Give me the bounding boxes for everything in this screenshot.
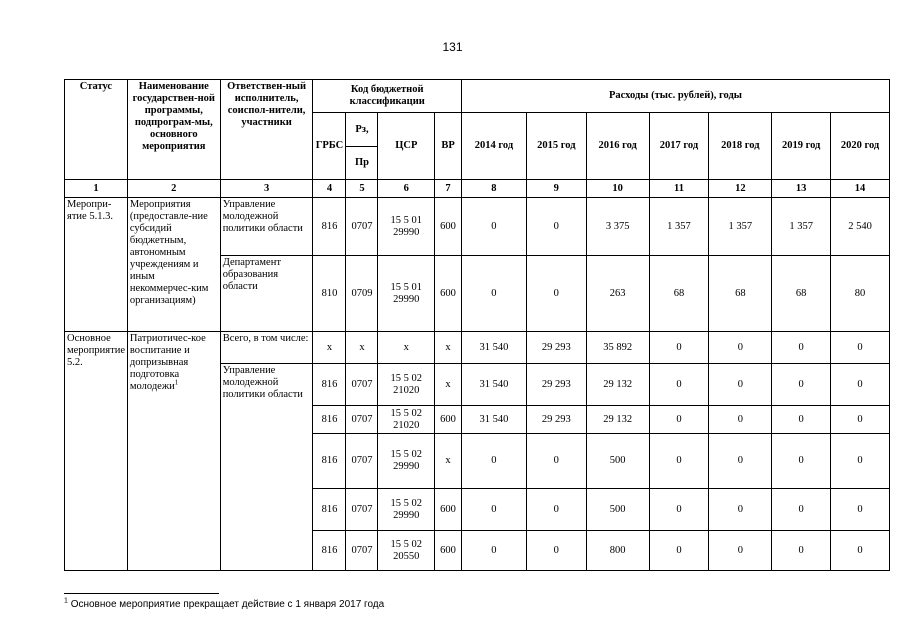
cell-2014: 0 [461, 256, 526, 332]
cell-2016: 500 [586, 434, 649, 489]
cell-rz-pr: 0707 [346, 531, 378, 571]
cell-vr: x [435, 364, 462, 406]
cell-rz-pr: x [346, 332, 378, 364]
column-number: 8 [461, 180, 526, 198]
cell-2019: 0 [772, 406, 831, 434]
cell-2018: 0 [709, 364, 772, 406]
cell-2018: 0 [709, 332, 772, 364]
cell-grbs: x [313, 332, 346, 364]
header-year: 2019 год [772, 113, 831, 180]
cell-2014: 0 [461, 489, 526, 531]
cell-csr: 15 5 02 29990 [378, 489, 435, 531]
cell-2015: 0 [526, 198, 586, 256]
cell-2020: 80 [831, 256, 890, 332]
cell-2019: 0 [772, 332, 831, 364]
cell-grbs: 816 [313, 406, 346, 434]
cell-2018: 0 [709, 531, 772, 571]
header-year: 2015 год [526, 113, 586, 180]
cell-2016: 3 375 [586, 198, 649, 256]
cell-2020: 0 [831, 489, 890, 531]
cell-2019: 1 357 [772, 198, 831, 256]
cell-2014: 31 540 [461, 406, 526, 434]
row-name-text: Патриотичес-кое воспитание и допризывная подготовка молодежи [129, 333, 206, 392]
cell-vr: x [435, 434, 462, 489]
row-executor: Департамент образования области [220, 256, 313, 332]
cell-2015: 29 293 [526, 364, 586, 406]
header-row-1 [65, 80, 890, 113]
cell-2014: 0 [461, 198, 526, 256]
cell-2019: 0 [772, 489, 831, 531]
cell-csr: 15 5 02 20550 [378, 531, 435, 571]
header-grbs: ГРБС [313, 113, 346, 180]
cell-2016: 500 [586, 489, 649, 531]
cell-2016: 29 132 [586, 364, 649, 406]
cell-2020: 0 [831, 364, 890, 406]
row-executor: Всего, в том числе: [220, 332, 313, 364]
cell-2020: 0 [831, 406, 890, 434]
cell-2014: 31 540 [461, 364, 526, 406]
cell-2017: 0 [649, 332, 709, 364]
header-vr: ВР [435, 113, 462, 180]
row-status: Меропри-ятие 5.1.3. [65, 198, 128, 332]
cell-grbs: 816 [313, 434, 346, 489]
header-budget-code: Код бюджетной классификации [313, 80, 461, 113]
cell-2014: 0 [461, 531, 526, 571]
cell-2020: 0 [831, 531, 890, 571]
column-number: 5 [346, 180, 378, 198]
header-year: 2016 год [586, 113, 649, 180]
cell-2018: 0 [709, 434, 772, 489]
cell-2020: 2 540 [831, 198, 890, 256]
cell-rz-pr: 0707 [346, 198, 378, 256]
cell-csr: 15 5 02 29990 [378, 434, 435, 489]
cell-grbs: 816 [313, 364, 346, 406]
cell-csr: 15 5 02 21020 [378, 406, 435, 434]
page-number: 131 [442, 40, 463, 54]
footnote-marker: 1 [174, 378, 179, 387]
cell-rz-pr: 0709 [346, 256, 378, 332]
cell-csr: 15 5 01 29990 [378, 198, 435, 256]
header-year: 2020 год [831, 113, 890, 180]
cell-csr: 15 5 02 21020 [378, 364, 435, 406]
header-csr: ЦСР [378, 113, 435, 180]
cell-2020: 0 [831, 332, 890, 364]
cell-csr: 15 5 01 29990 [378, 256, 435, 332]
header-year: 2014 год [461, 113, 526, 180]
column-number: 3 [220, 180, 313, 198]
cell-vr: x [435, 332, 462, 364]
cell-2019: 0 [772, 434, 831, 489]
cell-2017: 0 [649, 489, 709, 531]
cell-2017: 0 [649, 531, 709, 571]
cell-vr: 600 [435, 256, 462, 332]
cell-rz-pr: 0707 [346, 434, 378, 489]
cell-vr: 600 [435, 198, 462, 256]
cell-2016: 35 892 [586, 332, 649, 364]
column-number: 1 [65, 180, 128, 198]
column-number: 6 [378, 180, 435, 198]
header-year: 2017 год [649, 113, 709, 180]
header-pr: Пр [346, 147, 378, 180]
cell-vr: 600 [435, 489, 462, 531]
budget-table [64, 79, 890, 571]
cell-2016: 800 [586, 531, 649, 571]
cell-csr: x [378, 332, 435, 364]
row-name [127, 332, 220, 571]
cell-grbs: 816 [313, 531, 346, 571]
column-number: 14 [831, 180, 890, 198]
footnote-divider [64, 593, 219, 594]
header-expenses: Расходы (тыс. рублей), годы [461, 80, 889, 113]
cell-grbs: 816 [313, 489, 346, 531]
cell-2015: 0 [526, 489, 586, 531]
row-status: Основное мероприятие 5.2. [65, 332, 128, 571]
row-executor: Управление молодежной политики области [220, 364, 313, 571]
column-number: 13 [772, 180, 831, 198]
cell-2015: 0 [526, 434, 586, 489]
cell-vr: 600 [435, 406, 462, 434]
cell-2017: 0 [649, 406, 709, 434]
cell-2019: 0 [772, 531, 831, 571]
cell-2017: 0 [649, 434, 709, 489]
cell-2016: 29 132 [586, 406, 649, 434]
column-number: 2 [127, 180, 220, 198]
cell-2015: 0 [526, 256, 586, 332]
header-name: Наименование государствен-ной программы, подпрограм-мы, основного мероприятия [127, 80, 220, 180]
cell-2015: 29 293 [526, 332, 586, 364]
cell-2016: 263 [586, 256, 649, 332]
table-row [65, 198, 890, 256]
column-number: 10 [586, 180, 649, 198]
cell-2019: 68 [772, 256, 831, 332]
header-year: 2018 год [709, 113, 772, 180]
table-row [65, 332, 890, 364]
cell-2018: 68 [709, 256, 772, 332]
cell-vr: 600 [435, 531, 462, 571]
row-name: Мероприятия (предоставле-ние субсидий бюджетным, автономным учреждениям и иным некоммерчес-ким организациям) [127, 198, 220, 332]
cell-2020: 0 [831, 434, 890, 489]
cell-2018: 0 [709, 406, 772, 434]
cell-2014: 0 [461, 434, 526, 489]
footnote [64, 599, 384, 610]
row-executor: Управление молодежной политики области [220, 198, 313, 256]
cell-2019: 0 [772, 364, 831, 406]
cell-2015: 29 293 [526, 406, 586, 434]
cell-grbs: 810 [313, 256, 346, 332]
footnote-text: Основное мероприятие прекращает действие с 1 января 2017 года [70, 599, 385, 610]
cell-rz-pr: 0707 [346, 406, 378, 434]
cell-rz-pr: 0707 [346, 489, 378, 531]
cell-2018: 0 [709, 489, 772, 531]
cell-grbs: 816 [313, 198, 346, 256]
cell-rz-pr: 0707 [346, 364, 378, 406]
header-status: Статус [65, 80, 128, 180]
column-number: 4 [313, 180, 346, 198]
header-executor: Ответствен-ный исполнитель, соиспол-нители, участники [220, 80, 313, 180]
cell-2017: 68 [649, 256, 709, 332]
cell-2018: 1 357 [709, 198, 772, 256]
column-number: 7 [435, 180, 462, 198]
column-number: 11 [649, 180, 709, 198]
column-number-row [65, 180, 890, 198]
cell-2014: 31 540 [461, 332, 526, 364]
column-number: 12 [709, 180, 772, 198]
column-number: 9 [526, 180, 586, 198]
footnote-marker: 1 [64, 597, 68, 605]
header-rz: Рз, [346, 113, 378, 147]
cell-2017: 1 357 [649, 198, 709, 256]
cell-2015: 0 [526, 531, 586, 571]
cell-2017: 0 [649, 364, 709, 406]
